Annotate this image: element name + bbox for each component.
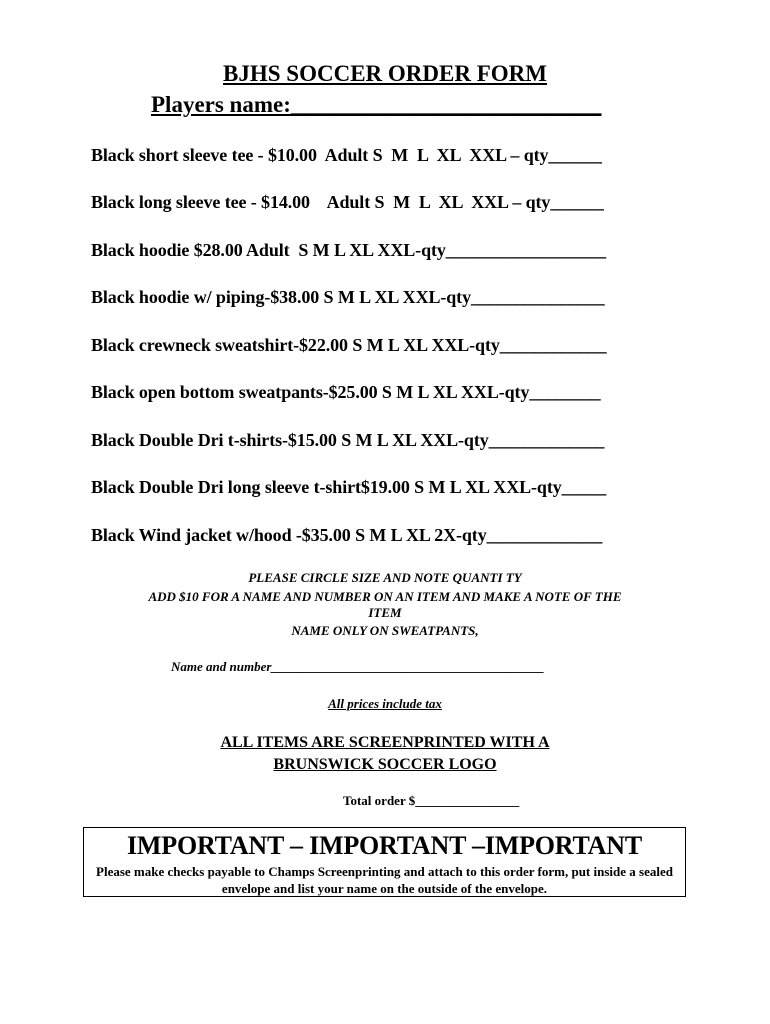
item-hoodie[interactable]: Black hoodie $28.00 Adult S M L XL XXL-qty__________________ <box>91 240 606 260</box>
item-short-sleeve-tee[interactable]: Black short sleeve tee - $10.00 Adult S M L XL XXL – qty______ <box>91 145 602 165</box>
important-text: Please make checks payable to Champs Screenprinting and attach to this order form, put inside a sealed envelope and list your name on the outside of the envelope. <box>96 864 673 896</box>
name-and-number-field[interactable]: Name and number__________________________________________ <box>171 659 545 674</box>
item-crewneck-sweatshirt[interactable]: Black crewneck sweatshirt-$22.00 S M L XL XXL-qty____________ <box>91 335 607 355</box>
note-item: ITEM <box>368 605 402 620</box>
item-hoodie-piping[interactable]: Black hoodie w/ piping-$38.00 S M L XL XXL-qty_______________ <box>91 287 605 307</box>
screenprint-line-1: ALL ITEMS ARE SCREENPRINTED WITH A <box>220 734 550 751</box>
note-name-only: NAME ONLY ON SWEATPANTS, <box>291 623 479 638</box>
screenprint-note <box>0 732 770 776</box>
total-order-field[interactable]: Total order $________________ <box>343 793 520 808</box>
screenprint-line-2: BRUNSWICK SOCCER LOGO <box>273 756 497 773</box>
item-double-dri-long-sleeve[interactable]: Black Double Dri long sleeve t-shirt$19.00 S M L XL XXL-qty_____ <box>91 477 607 497</box>
note-add-name-number: ADD $10 FOR A NAME AND NUMBER ON AN ITEM AND MAKE A NOTE OF THE <box>148 589 622 604</box>
item-sweatpants[interactable]: Black open bottom sweatpants-$25.00 S M L XL XXL-qty________ <box>91 382 601 402</box>
item-wind-jacket[interactable]: Black Wind jacket w/hood -$35.00 S M L XL 2X-qty_____________ <box>91 525 603 545</box>
prices-note: All prices include tax <box>328 696 442 711</box>
players-name-field[interactable]: Players name:___________________________ <box>151 92 602 117</box>
item-double-dri-tshirt[interactable]: Black Double Dri t-shirts-$15.00 S M L XL XXL-qty_____________ <box>91 430 605 450</box>
note-circle-size: PLEASE CIRCLE SIZE AND NOTE QUANTI TY <box>248 570 522 585</box>
important-box <box>83 827 686 897</box>
form-title: BJHS SOCCER ORDER FORM <box>223 61 547 86</box>
item-long-sleeve-tee[interactable]: Black long sleeve tee - $14.00 Adult S M L XL XXL – qty______ <box>91 192 604 212</box>
important-title: IMPORTANT – IMPORTANT –IMPORTANT <box>127 831 642 860</box>
